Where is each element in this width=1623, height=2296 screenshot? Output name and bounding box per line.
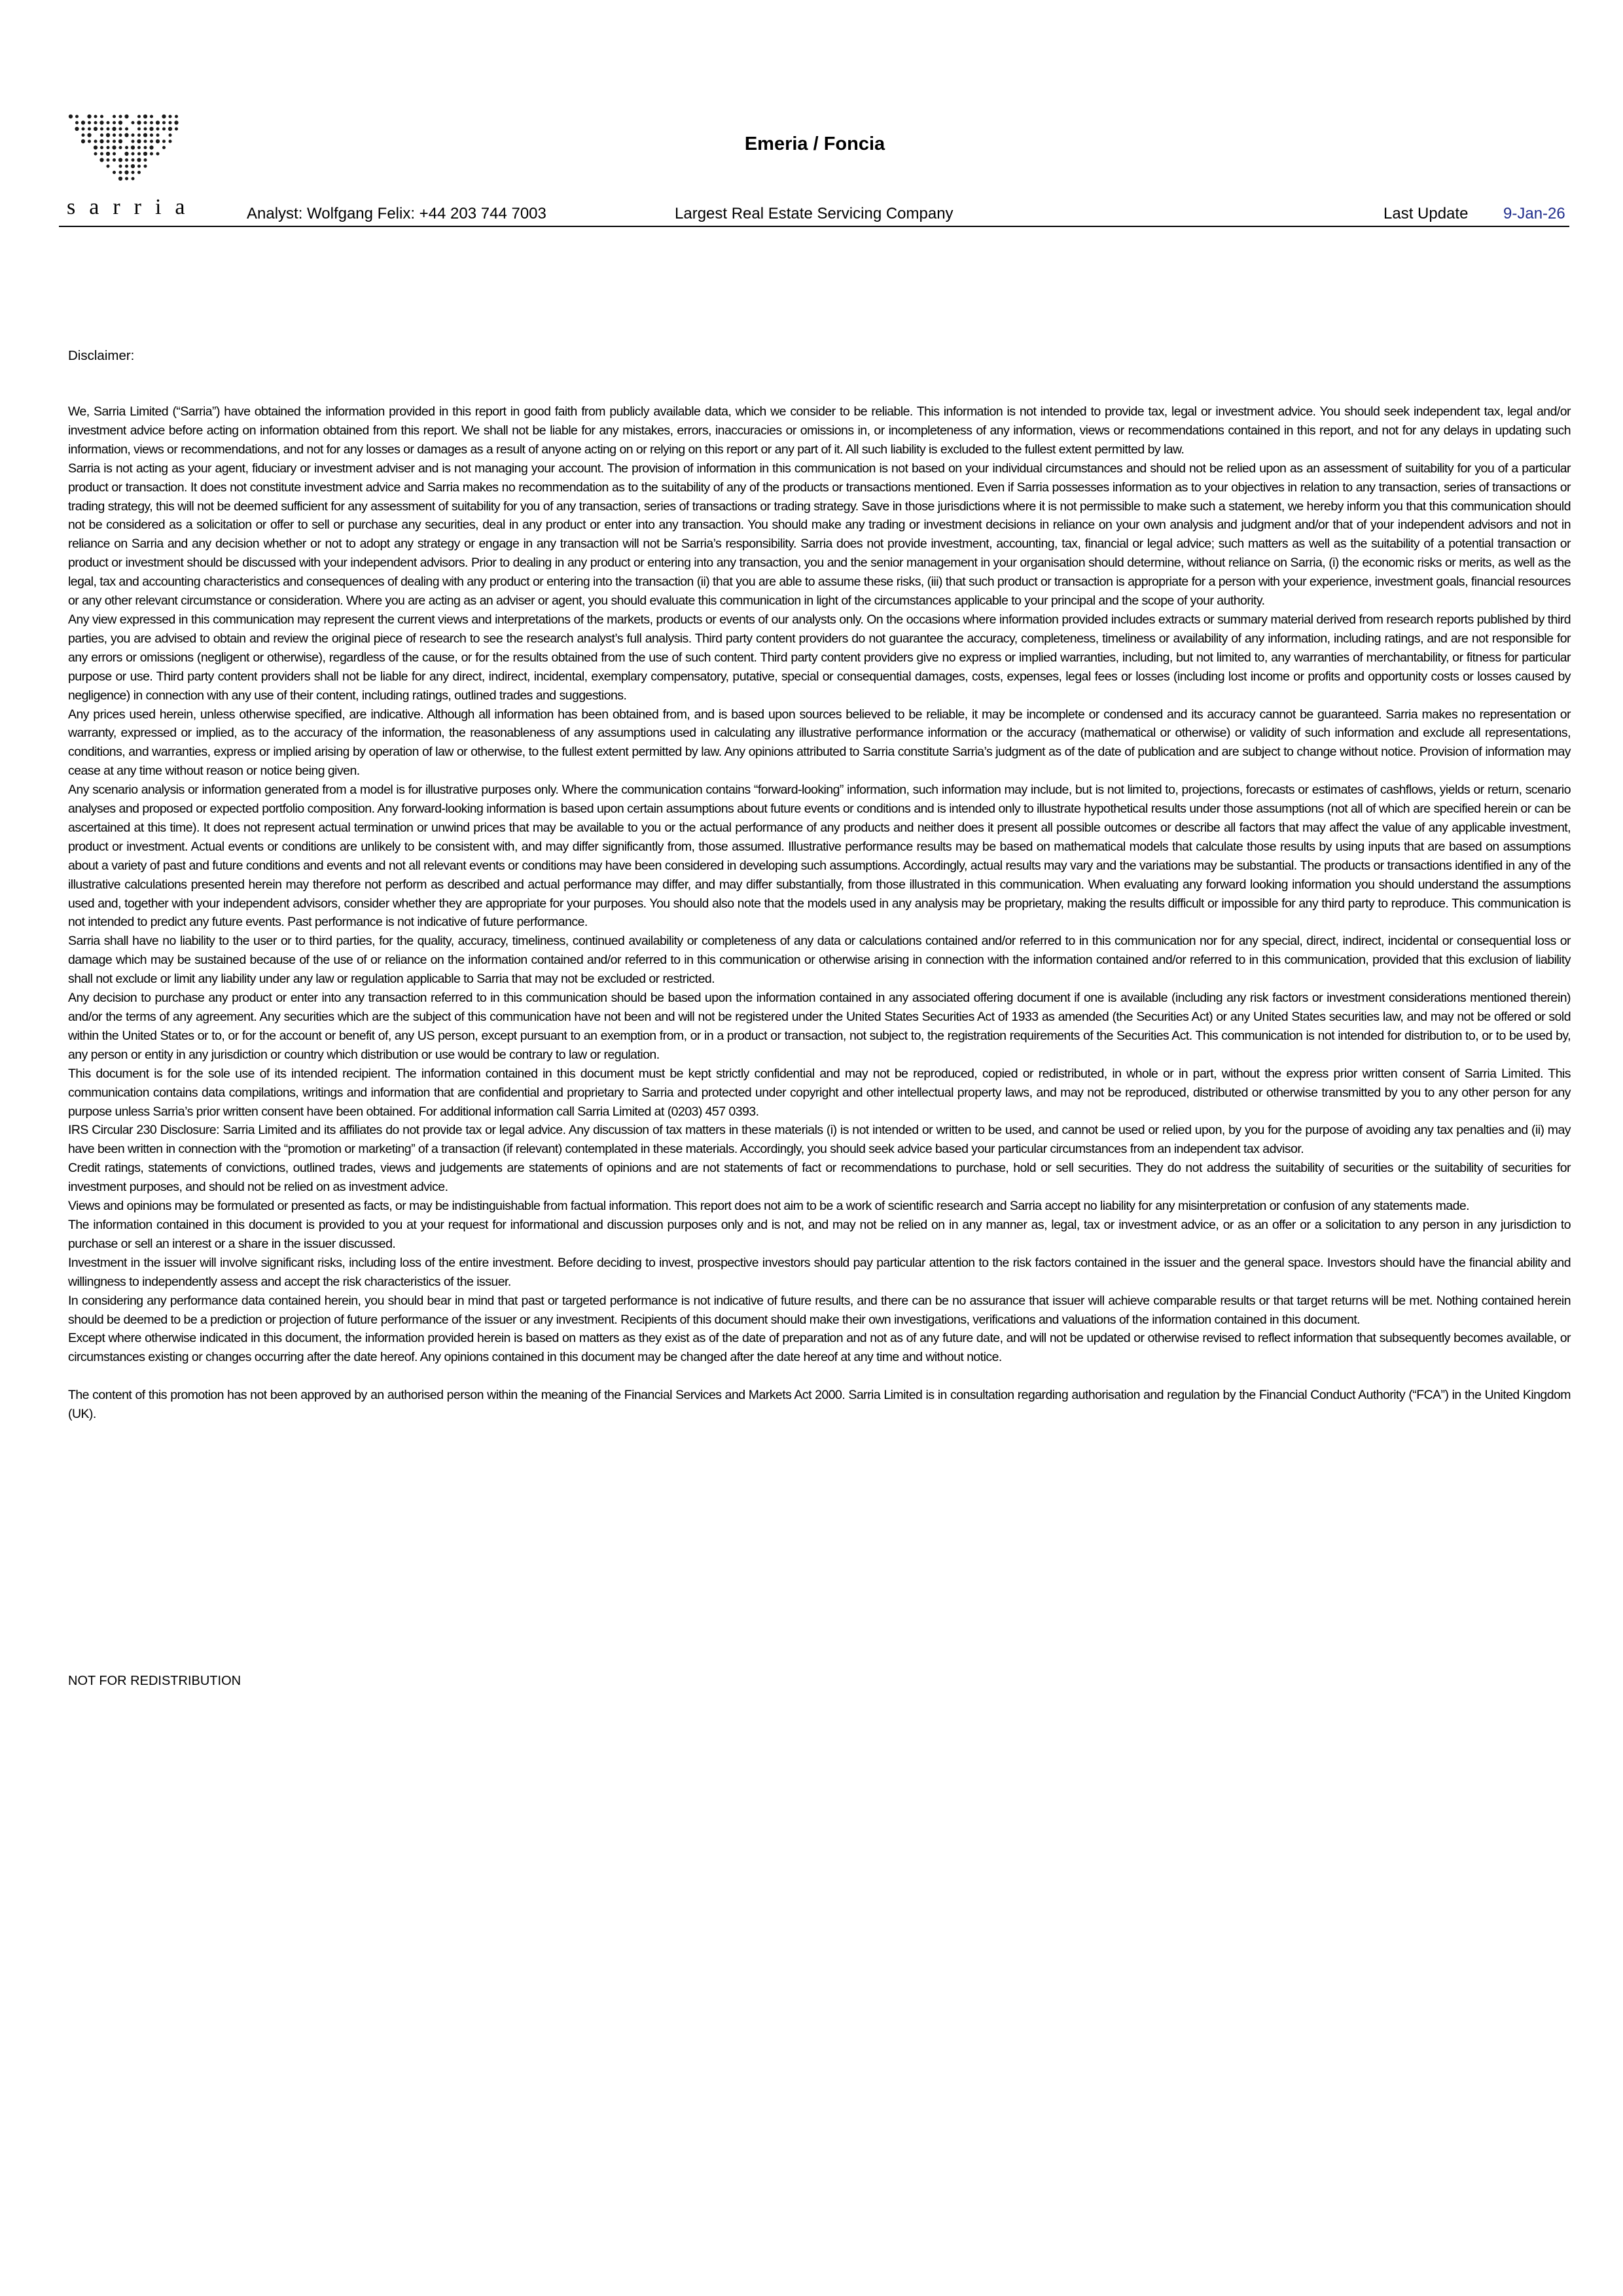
logo-dot bbox=[100, 152, 103, 156]
logo-dot bbox=[100, 128, 103, 131]
logo-dot bbox=[144, 128, 147, 131]
logo-dot bbox=[119, 133, 122, 137]
logo-dot bbox=[150, 152, 153, 156]
logo-dot bbox=[82, 128, 85, 131]
logo-dot bbox=[132, 152, 135, 156]
logo-dot bbox=[149, 145, 153, 149]
logo-dot bbox=[118, 139, 122, 143]
logo-dot bbox=[162, 140, 166, 143]
logo-dot bbox=[118, 177, 122, 181]
logo-dot bbox=[162, 128, 166, 131]
logo-dot bbox=[113, 158, 116, 162]
disclaimer-paragraph: Any decision to purchase any product or enter into any transaction referred to in this communication should be based upon the information contained in any associated offering document if one is available (including any risk factors or investment considerations mentioned therein) and/or the terms of any agreement. Any securities which are the subject of this communication have not been and will not be registered under the United States Securities Act of 1933 as amended (the Securities Act) or any United States securities law, and may not be offered or sold within the United States or to, or for the account or benefit of, any US person, except pursuant to an exemption from, or in a product or transaction, not subject to, the registration requirements of the Securities Act. This communication is not intended for distribution to, or to be used by, any person or entity in any jurisdiction or country which distribution or use would be contrary to law or regulation. bbox=[68, 991, 1571, 1062]
logo-dot bbox=[113, 133, 116, 137]
logo-dot bbox=[112, 145, 116, 149]
logo-dot bbox=[156, 152, 160, 156]
logo-dot bbox=[137, 133, 141, 137]
logo-dot bbox=[119, 128, 122, 131]
logo-dot bbox=[150, 115, 153, 118]
logo-dot bbox=[124, 115, 128, 118]
logo-dot bbox=[125, 165, 128, 168]
logo-dot bbox=[118, 158, 122, 162]
logo-dot bbox=[119, 146, 122, 149]
logo-dot bbox=[150, 140, 153, 143]
logo-dot bbox=[112, 127, 116, 131]
disclaimer-body bbox=[68, 402, 1571, 1424]
logo-dot bbox=[156, 120, 160, 124]
disclaimer-paragraph: Any view expressed in this communication may represent the current views and interpretations of the markets, products or events of our analysts only. On the occasions where information provided includes extracts or summary material derived from research reports published by third parties, you are advised to obtain and review the original piece of research to see the research analyst’s full analysis. Third party content providers do not guarantee the accuracy, completeness, timeliness or availability of any information, including ratings, and are not responsible for any errors or omissions (negligent or otherwise), regardless of the cause, or for the results obtained from the use of such content. Third party content providers give no express or implied warranties, including, but not limited to, any warranties of merchantability, or fitness for particular purpose or use. Third party content providers shall not be liable for any direct, indirect, incidental, exemplary compensatory, putative, special or consequential damages, costs, expenses, legal fees or losses (including lost income or profits and opportunity costs or losses caused by negligence) in connection with any use of their content, including ratings, outlined trades and suggestions. bbox=[68, 612, 1571, 703]
logo-wordmark: sarria bbox=[67, 195, 199, 219]
logo-dot bbox=[81, 120, 85, 124]
logo-dot bbox=[125, 177, 128, 181]
logo-dot bbox=[168, 127, 172, 131]
logo-dot bbox=[132, 140, 135, 143]
logo-dot bbox=[144, 140, 147, 143]
logo-dot bbox=[107, 128, 110, 131]
last-update-label: Last Update bbox=[1383, 205, 1469, 222]
logo-dot bbox=[144, 146, 147, 149]
disclaimer-paragraph: Except where otherwise indicated in this document, the information provided herein is based on matters as they exist as of the date of preparation and not as of any future date, and will not be updated or otherwise revised to reflect information that subsequently becomes available, or circumstances existing or changes occurring after the date hereof. Any opinions contained in this document may be changed after the date hereof at any time and without notice. bbox=[68, 1331, 1571, 1365]
last-update-date: 9-Jan-26 bbox=[1503, 205, 1565, 222]
logo-dot bbox=[107, 121, 110, 124]
logo-dot bbox=[156, 139, 160, 143]
logo-dot bbox=[99, 139, 103, 143]
logo-dot bbox=[119, 171, 122, 174]
disclaimer-paragraph: Credit ratings, statements of convictions, outlined trades, views and judgements are statements of opinions and are not statements of fact or recommendations to purchase, hold or sell securities. They do not address the suitability of securities or the suitability of securities for investment purposes, and should not be relied on as investment advice. bbox=[68, 1161, 1571, 1195]
disclaimer-paragraph: Views and opinions may be formulated or presented as facts, or may be indistinguishable from factual information. This report does not aim to be a work of scientific research and Sarria accept no liability for any misinterpretation or confusion of any statements made. bbox=[68, 1199, 1470, 1214]
logo-dot bbox=[99, 120, 103, 124]
logo-dot bbox=[113, 121, 116, 124]
disclaimer-paragraph: We, Sarria Limited (“Sarria”) have obtained the information provided in this report in good faith from publicly available data, which we consider to be reliable. This information is not intended to provide tax, legal or investment advice. You should seek independent tax, legal and/or investment advice before acting on information obtained from this report. We shall not be liable for any mistakes, errors, inaccuracies or omissions in, or incompleteness of any information, views or recommendations contained in this report, and not for any delays in updating such information, views or recommendations, and not for any losses or damages as a result of anyone acting on or relying on this report or any part of it. All such liability is excluded to the fullest extent permitted by law. bbox=[68, 404, 1571, 457]
logo-dot bbox=[75, 121, 79, 124]
logo-dot bbox=[131, 164, 135, 168]
logo-dot bbox=[100, 115, 103, 118]
logo-dot bbox=[131, 145, 135, 149]
company-description: Largest Real Estate Servicing Company bbox=[675, 205, 954, 222]
logo-dot bbox=[124, 152, 128, 156]
logo-dot bbox=[132, 177, 135, 181]
logo-dot bbox=[169, 115, 172, 118]
logo-dot bbox=[137, 139, 141, 143]
disclaimer-paragraph: Any prices used herein, unless otherwise specified, are indicative. Although all information has been obtained from, and is based upon sources believed to be reliable, it may be incomplete or condensed and its accuracy cannot be guaranteed. Sarria makes no representation or warranty, expressed or implied, as to the accuracy of the information, the reasonableness of any assumptions used in calculating any illustrative performance information or the accuracy (mathematical or otherwise) or validity of such information and exclude all representations, conditions, and warranties, express or implied arising by operation of law or otherwise, to the fullest extent permitted by law. Any opinions attributed to Sarria constitute Sarria’s judgment as of the date of publication and are subject to change without notice. Provision of information may cease at any time without reason or notice being given. bbox=[68, 707, 1571, 779]
logo-dot bbox=[137, 165, 141, 168]
logo-dot bbox=[149, 127, 153, 131]
disclaimer-paragraph: IRS Circular 230 Disclosure: Sarria Limited and its affiliates do not provide tax or legal advice. Any discussion of tax matters in these materials (i) is not intended or written to be used, and cannot be used or relied upon, by you for the purpose of avoiding any tax penalties and (ii) may have been written in connection with the “promotion or marketing” of a transaction (if relevant) contemplated in these materials. Accordingly, you should seek advice based your particular circumstances from an independent tax advisor. bbox=[68, 1123, 1571, 1157]
disclaimer-paragraph: Any scenario analysis or information generated from a model is for illustrative purposes only. Where the communication contains “forward-looking” information, such information may include, but is not limited to, projections, forecasts or estimates of cashflows, yields or return, scenario analyses and proposed or expected portfolio composition. Any forward-looking information is based upon certain assumptions about future events or conditions and is intended only to illustrate hypothetical results under those assumptions (not all of which are specified herein or can be ascertained at this time). It does not represent actual termination or unwind prices that may be available to you or the actual performance of any products and neither does it present all possible outcomes or describe all factors that may affect the value of any applicable investment, product or investment. Actual events or conditions are unlikely to be consistent with, and may differ significantly from, those assumed. Illustrative performance results may be based on mathematical models that calculate those results by using inputs that are based on assumptions about a variety of past and future conditions and events and not all relevant events or conditions may have been considered in developing such assumptions. Accordingly, actual results may vary and the variations may be substantial. The products or transactions identified in any of the illustrative calculations presented herein may therefore not perform as described and actual performance may differ, and may differ substantially, from those illustrated in this communication. When evaluating any forward looking information you should understand the assumptions used and, together with your independent advisors, consider whether they are appropriate for your purposes. You should also note that the models used in any analysis may be proprietary, making the results difficult or impossible for any third party to reproduce. This communication is not intended to predict any future events. Past performance is not indicative of future performance. bbox=[68, 783, 1571, 930]
logo-dot bbox=[137, 115, 141, 118]
report-title: Emeria / Foncia bbox=[744, 133, 885, 154]
logo-dot bbox=[125, 128, 128, 131]
logo-dot bbox=[87, 133, 91, 137]
logo-dot bbox=[94, 145, 98, 149]
logo-dot bbox=[162, 146, 166, 149]
logo-dot bbox=[82, 133, 85, 137]
logo-dot bbox=[143, 152, 147, 156]
header-divider bbox=[59, 226, 1569, 227]
logo-dot bbox=[132, 171, 135, 174]
logo-dot bbox=[107, 146, 110, 149]
logo-dot bbox=[137, 171, 141, 174]
logo-dot bbox=[113, 152, 116, 156]
logo-dot bbox=[94, 127, 98, 131]
logo-dot bbox=[169, 140, 172, 143]
logo-dot bbox=[88, 140, 91, 143]
disclaimer-heading: Disclaimer: bbox=[68, 348, 135, 363]
logo-dot bbox=[94, 152, 98, 156]
logo-dot bbox=[132, 158, 135, 162]
logo-dot bbox=[87, 115, 91, 118]
logo-dot bbox=[137, 146, 141, 149]
logo-dot bbox=[144, 121, 147, 124]
logo-dot bbox=[174, 120, 178, 124]
logo-dot bbox=[156, 133, 160, 137]
logo-dot bbox=[132, 121, 135, 124]
logo-dot bbox=[175, 115, 178, 118]
logo-dot bbox=[124, 133, 128, 137]
logo-dot bbox=[69, 115, 73, 118]
sarria-logo bbox=[65, 113, 199, 224]
logo-dot bbox=[124, 170, 128, 174]
logo-dot bbox=[132, 133, 135, 137]
logo-dot bbox=[137, 120, 141, 124]
disclaimer-paragraph: Sarria is not acting as your agent, fiduciary or investment adviser and is not managing your account. The provision of information in this communication is not based on your individual circumstances and should not be relied upon as an assessment of suitability for you of a particular product or transaction. It does not constitute investment advice and Sarria makes no recommendation as to the suitability of any of the products or transactions mentioned. Even if Sarria possesses information as to your objectives in relation to any transaction, series of transactions or trading strategy, this will not be deemed sufficient for any assessment of suitability for you of any transaction, series of transactions or trading strategy. Save in those jurisdictions where it is not permissible to make such a statement, we hereby inform you that this communication should not be considered as a solicitation or offer to sell or purchase any securities, deal in any product or enter into any transaction. You should make any trading or investment decisions in reliance on your own analysis and judgment and/or that of your independent advisors and not in reliance on Sarria and any decision whether or not to adopt any strategy or engage in any transaction will not be Sarria’s responsibility. Sarria does not provide investment, accounting, tax, financial or legal advice; such matters as well as the suitability of a potential transaction or product or investment should be discussed with your independent advisors. Prior to dealing in any product or entering into any transaction, you and the senior management in your organisation should determine, without reliance on Sarria, (i) the economic risks or merits, as well as the legal, tax and accounting characteristics and consequences of dealing with any product or entering into the transaction (ii) that you are able to assume these risks, (iii) that such product or transaction is appropriate for a person with your experience, investment goals, financial resources or any other relevant circumstance or consideration. Where you are acting as an adviser or agent, you should evaluate this communication in light of the circumstances applicable to your principal and the scope of your authority. bbox=[68, 461, 1571, 609]
logo-dot bbox=[137, 152, 141, 156]
logo-dot bbox=[156, 128, 160, 131]
logo-dot bbox=[100, 146, 103, 149]
disclaimer-paragraph: This document is for the sole use of its intended recipient. The information contained in this document must be kept strictly confidential and may not be reproduced, copied or redistributed, in whole or in part, without the express prior written consent of Sarria Limited. This communication contains data compilations, writings and information that are confidential and proprietary to Sarria and protected under copyright and other intellectual property laws, and may not be reproduced, distributed or otherwise transmitted by you to any other person for any purpose unless Sarria’s prior written consent have been obtained. For additional information call Sarria Limited at (0203) 457 0393. bbox=[68, 1066, 1571, 1119]
logo-dot bbox=[137, 128, 141, 131]
logo-dot bbox=[94, 140, 98, 143]
logo-dot bbox=[150, 133, 153, 137]
logo-dot bbox=[118, 120, 122, 124]
logo-dot bbox=[81, 139, 85, 143]
analyst-contact: Analyst: Wolfgang Felix: +44 203 744 7003 bbox=[247, 205, 546, 222]
logo-dot bbox=[75, 127, 79, 131]
logo-dot bbox=[113, 171, 116, 174]
logo-dot bbox=[113, 140, 116, 143]
logo-dot bbox=[94, 115, 98, 118]
logo-dot bbox=[107, 165, 110, 168]
logo-dot bbox=[106, 133, 110, 137]
logo-dot bbox=[137, 158, 141, 162]
logo-dot bbox=[150, 121, 153, 124]
logo-dot bbox=[144, 158, 147, 162]
logo-dot bbox=[169, 133, 172, 137]
disclaimer-paragraph: The information contained in this document is provided to you at your request for informational and discussion purposes only and is not, and may not be relied on in any manner as, legal, tax or investment advice, or as an offer or a solicitation to any person in any jurisdiction to purchase or sell an interest or a share in the issuer discussed. bbox=[68, 1217, 1571, 1251]
logo-dot bbox=[175, 128, 178, 131]
logo-dot bbox=[119, 165, 122, 168]
logo-dot bbox=[169, 121, 172, 124]
logo-dot bbox=[143, 115, 147, 118]
sarria-dot-grid-logo-icon bbox=[65, 113, 190, 194]
logo-dot bbox=[144, 165, 147, 168]
logo-dot bbox=[100, 133, 103, 137]
logo-dot bbox=[143, 133, 147, 137]
logo-dot bbox=[106, 152, 110, 156]
logo-dot bbox=[113, 115, 116, 118]
disclaimer-paragraph: In considering any performance data contained herein, you should bear in mind that past or targeted performance is not indicative of future results, and there can be no assurance that issuer will achieve comparable results or that target returns will be met. Nothing contained herein should be deemed to be a prediction or projection of future performance of the issuer or any investment. Recipients of this document should make their own investigations, verifications and valuations of the information contained in this document. bbox=[68, 1293, 1571, 1327]
logo-dot bbox=[88, 128, 91, 131]
logo-dot bbox=[162, 115, 166, 118]
not-for-redistribution-note: NOT FOR REDISTRIBUTION bbox=[68, 1674, 241, 1688]
logo-dot bbox=[125, 146, 128, 149]
logo-dot bbox=[162, 121, 166, 124]
logo-dot bbox=[99, 158, 103, 162]
disclaimer-paragraph: Investment in the issuer will involve significant risks, including loss of the entire investment. Before deciding to invest, prospective investors should pay particular attention to the risk factors contained in the issuer and the general space. Investors should have the financial ability and willingness to independently assess and accept the risk characteristics of the issuer. bbox=[68, 1255, 1571, 1289]
logo-dot bbox=[88, 121, 91, 124]
logo-dot bbox=[119, 115, 122, 118]
logo-dot bbox=[107, 140, 110, 143]
logo-dot bbox=[94, 121, 98, 124]
fca-statement: The content of this promotion has not been approved by an authorised person within the meaning of the Financial Services and Markets Act 2000. Sarria Limited is in consultation regarding authorisation and regulation by the Financial Conduct Authority (“FCA”) in the United Kingdom (UK). bbox=[68, 1388, 1571, 1422]
logo-dot bbox=[75, 115, 79, 118]
logo-dot bbox=[107, 158, 110, 162]
logo-dot bbox=[125, 158, 128, 162]
disclaimer-paragraph: Sarria shall have no liability to the user or to third parties, for the quality, accuracy, timeliness, continued availability or completeness of any data or calculations contained and/or referred to in this communication nor for any special, direct, indirect, incidental or consequential loss or damage which may be sustained because of the use of or reliance on the information contained and/or referred to in this communication or otherwise arising in connection with the information contained and/or referred to in this communication, provided that this exclusion of liability shall not exclude or limit any liability under any law or regulation applicable to Sarria that may not be excluded or restricted. bbox=[68, 934, 1571, 987]
